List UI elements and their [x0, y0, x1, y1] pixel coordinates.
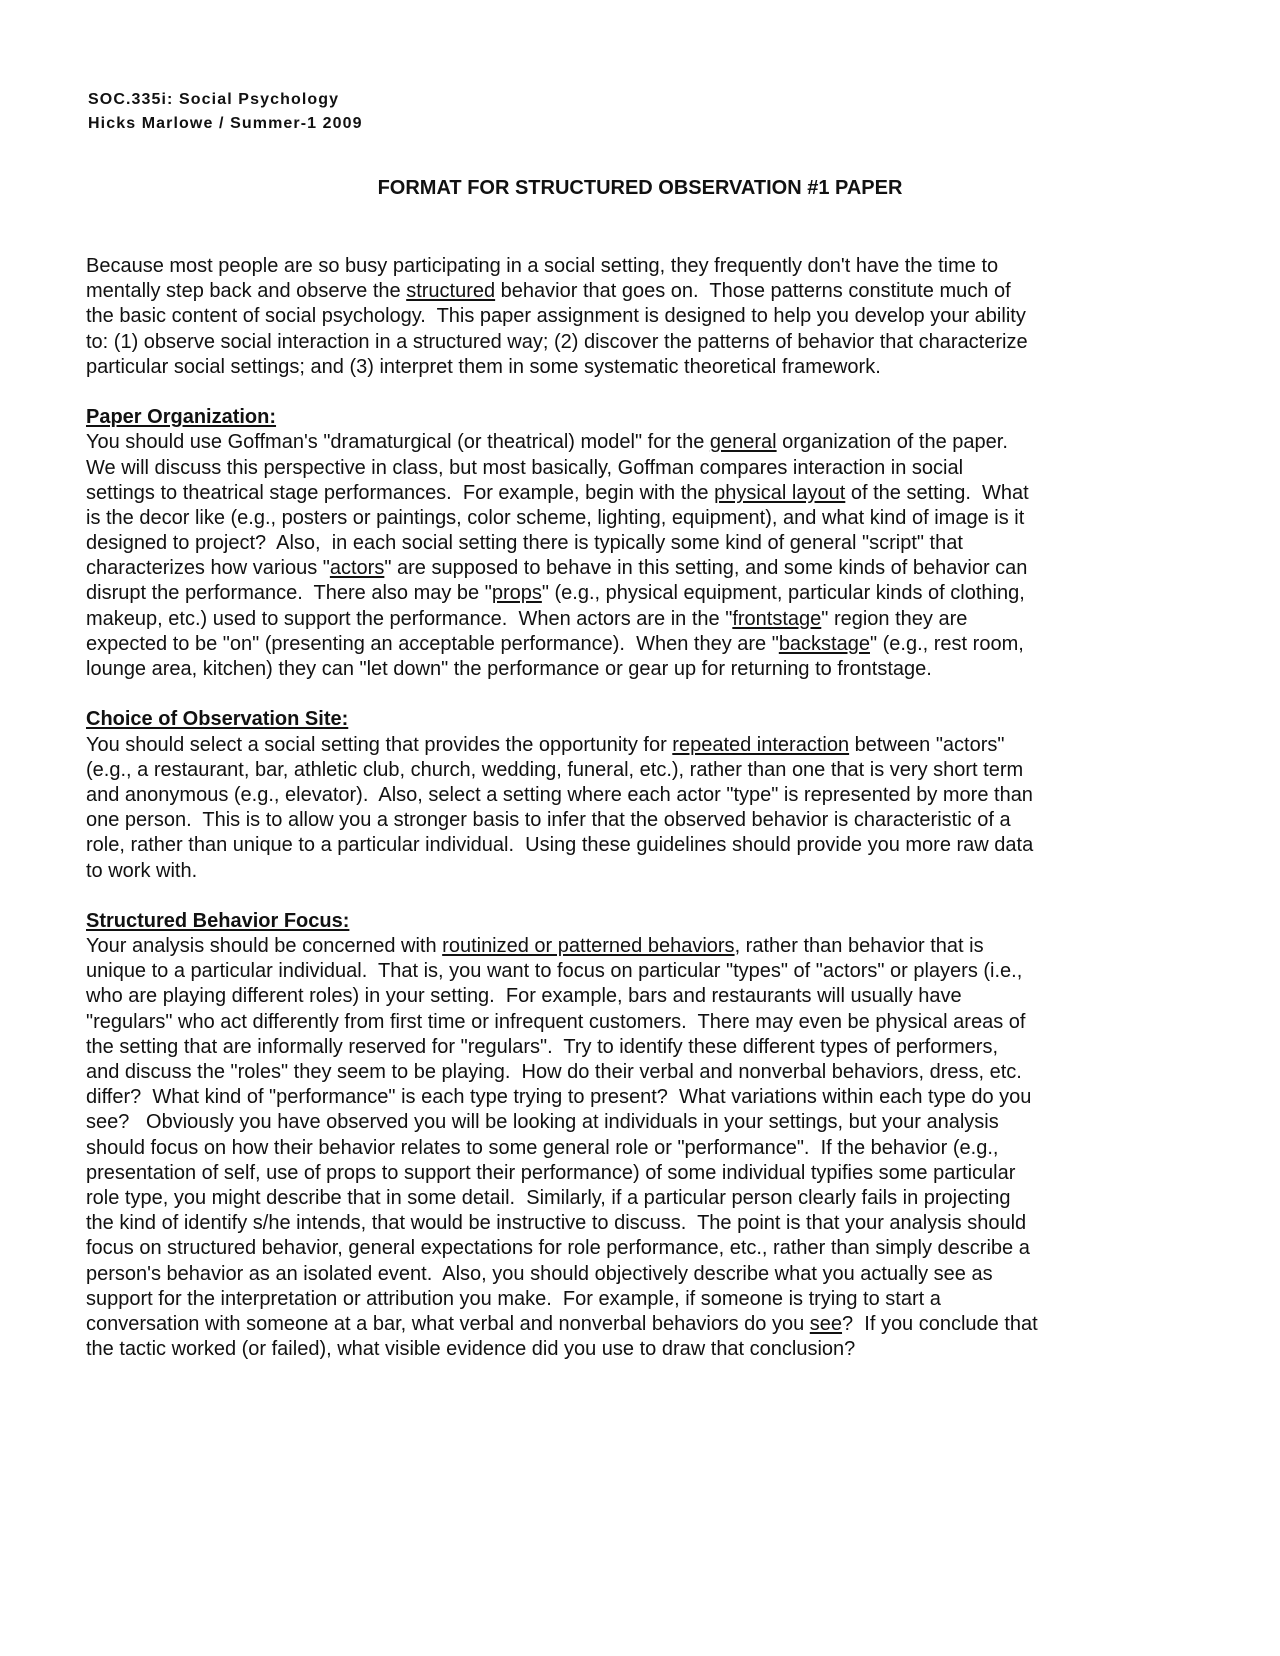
text-line [86, 1035, 1236, 1060]
instructor-term: Hicks Marlowe / Summer-1 2009 [88, 115, 363, 132]
text-line [86, 1010, 1236, 1035]
text-segment: the tactic worked (or failed), what visible evidence did you use to draw that conclusion? [86, 1338, 856, 1361]
text-segment: , rather than behavior that is [734, 935, 984, 958]
text-segment: and anonymous (e.g., elevator). Also, select a setting where each actor "type" is represented by more than [86, 783, 1033, 806]
text-segment: expected to be "on" (presenting an acceptable performance). When they are " [86, 632, 779, 655]
text-line [86, 1287, 1236, 1312]
underlined-term: general [709, 431, 777, 454]
text-line [86, 581, 1236, 606]
text-segment: You should select a social setting that provides the opportunity for [86, 733, 673, 756]
text-line [86, 657, 1236, 682]
text-segment: the kind of identify s/he intends, that would be instructive to discuss. The point is that your analysis should [86, 1212, 1027, 1235]
text-line [86, 1312, 1236, 1337]
text-segment: designed to project? Also, in each social setting there is typically some kind of general "script" that [86, 532, 963, 555]
text-line [86, 1085, 1236, 1110]
text-line [86, 984, 1236, 1009]
text-segment: mentally step back and observe the [86, 280, 407, 303]
text-line [86, 1211, 1236, 1236]
text-segment: organization of the paper. [776, 431, 1008, 454]
section [86, 254, 1236, 380]
text-segment: presentation of self, use of props to support their performance) of some individual typifies some particular [86, 1161, 1016, 1184]
text-segment: person's behavior as an isolated event. Also, you should objectively describe what you actually see as [86, 1262, 993, 1285]
document-title: FORMAT FOR STRUCTURED OBSERVATION #1 PAPER [377, 177, 903, 199]
text-segment: " (e.g., physical equipment, particular kinds of clothing, [541, 582, 1025, 605]
text-line [86, 531, 1236, 556]
text-segment: who are playing different roles) in your setting. For example, bars and restaurants will usually have [86, 985, 962, 1008]
text-segment: of the setting. What [845, 481, 1029, 504]
text-segment: makeup, etc.) used to support the performance. When actors are in the " [86, 607, 733, 630]
text-line [86, 959, 1236, 984]
text-segment: unique to a particular individual. That is, you want to focus on particular "types" of "actors" or players (i.e., [86, 960, 1023, 983]
section [86, 682, 1236, 884]
underlined-term: frontstage [732, 607, 822, 630]
text-segment: " are supposed to behave in this setting, and some kinds of behavior can [384, 557, 1028, 580]
text-segment: role, rather than unique to a particular individual. Using these guidelines should provide you more raw data [86, 834, 1034, 857]
text-line [86, 1186, 1236, 1211]
text-line [86, 506, 1236, 531]
underlined-term: actors [329, 557, 385, 580]
underlined-term: see [809, 1312, 843, 1335]
text-segment: " region they are [821, 607, 968, 630]
text-segment: and discuss the "roles" they seem to be playing. How do their verbal and nonverbal behaviors, dress, etc. [86, 1061, 1022, 1083]
text-line [86, 456, 1236, 481]
text-line [86, 430, 1236, 455]
text-segment: We will discuss this perspective in class, but most basically, Goffman compares interaction in social [86, 456, 964, 479]
text-segment: to work with. [86, 859, 198, 882]
text-segment: ? If you conclude that [842, 1312, 1038, 1335]
text-line [86, 758, 1236, 783]
text-segment: to: (1) observe social interaction in a structured way; (2) discover the patterns of behavior that characterize [86, 330, 1028, 353]
text-line [86, 481, 1236, 506]
underlined-term: props [491, 582, 542, 605]
text-segment: settings to theatrical stage performances. For example, begin with the [86, 481, 715, 504]
text-segment: behavior that goes on. Those patterns constitute much of [495, 280, 1011, 303]
text-segment: You should use Goffman's "dramaturgical (or theatrical) model" for the [86, 431, 710, 454]
document-header [88, 88, 363, 136]
text-segment: support for the interpretation or attribution you make. For example, if someone is trying to start a [86, 1287, 941, 1310]
underlined-term: backstage [778, 632, 870, 655]
text-line [86, 859, 1236, 884]
text-line [86, 733, 1236, 758]
text-line [86, 808, 1236, 833]
section [86, 884, 1236, 1363]
text-segment: is the decor like (e.g., posters or paintings, color scheme, lighting, equipment), and what kind of image is it [86, 506, 1025, 529]
course-title: SOC.335i: Social Psychology [88, 91, 340, 108]
section-heading: Paper Organization: [86, 406, 277, 429]
text-segment: differ? What kind of "performance" is each type trying to present? What variations within each type do you [86, 1086, 1032, 1109]
section-heading: Structured Behavior Focus: [86, 909, 350, 932]
document-body [86, 254, 1236, 1362]
text-line [86, 330, 1236, 355]
text-segment: between "actors" [849, 733, 1005, 756]
text-segment: the setting that are informally reserved for "regulars". Try to identify these different types of performers, [86, 1035, 999, 1058]
underlined-term: structured [406, 280, 496, 303]
text-segment: particular social settings; and (3) interpret them in some systematic theoretical framework. [86, 355, 881, 378]
text-segment: the basic content of social psychology. This paper assignment is designed to help you develop your ability [86, 305, 1026, 328]
text-line [86, 934, 1236, 959]
text-segment: "regulars" who act differently from first time or infrequent customers. There may even be physical areas of [86, 1010, 1026, 1033]
text-line [86, 556, 1236, 581]
text-line [86, 607, 1236, 632]
text-line [86, 1161, 1236, 1186]
section-heading: Choice of Observation Site: [86, 708, 349, 731]
text-line [86, 1110, 1236, 1135]
text-segment: should focus on how their behavior relates to some general role or "performance". If the behavior (e.g., [86, 1136, 999, 1159]
text-line [86, 355, 1236, 380]
underlined-term: routinized or patterned behaviors [442, 935, 735, 958]
text-line [86, 304, 1236, 329]
text-segment: " (e.g., rest room, [869, 632, 1024, 655]
text-segment: Because most people are so busy participating in a social setting, they frequently don't have the time to [86, 255, 999, 277]
text-segment: characterizes how various " [86, 557, 330, 580]
text-line [86, 254, 1236, 279]
text-line [86, 783, 1236, 808]
text-line [86, 1136, 1236, 1161]
text-line [86, 279, 1236, 304]
text-line [86, 1236, 1236, 1261]
text-segment: role type, you might describe that in some detail. Similarly, if a particular person clearly fails in projecting [86, 1186, 1011, 1209]
text-line [86, 1060, 1236, 1085]
text-segment: disrupt the performance. There also may be " [86, 582, 492, 605]
text-segment: one person. This is to allow you a stronger basis to infer that the observed behavior is characteristic of a [86, 809, 1011, 832]
section [86, 380, 1236, 682]
text-segment: focus on structured behavior, general expectations for role performance, etc., rather than simply describe a [86, 1237, 1030, 1260]
text-line [86, 833, 1236, 858]
text-segment: (e.g., a restaurant, bar, athletic club, church, wedding, funeral, etc.), rather than one that is very short term [86, 758, 1024, 781]
underlined-term: physical layout [714, 481, 846, 504]
text-segment: conversation with someone at a bar, what verbal and nonverbal behaviors do you [86, 1312, 810, 1335]
text-line [86, 1262, 1236, 1287]
text-segment: see? Obviously you have observed you will be looking at individuals in your settings, but your analysis [86, 1111, 999, 1134]
text-line [86, 1337, 1236, 1362]
text-segment: lounge area, kitchen) they can "let down" the performance or gear up for returning to frontstage. [86, 658, 932, 680]
text-line [86, 632, 1236, 657]
text-segment: Your analysis should be concerned with [86, 935, 443, 958]
underlined-term: repeated interaction [672, 733, 850, 756]
